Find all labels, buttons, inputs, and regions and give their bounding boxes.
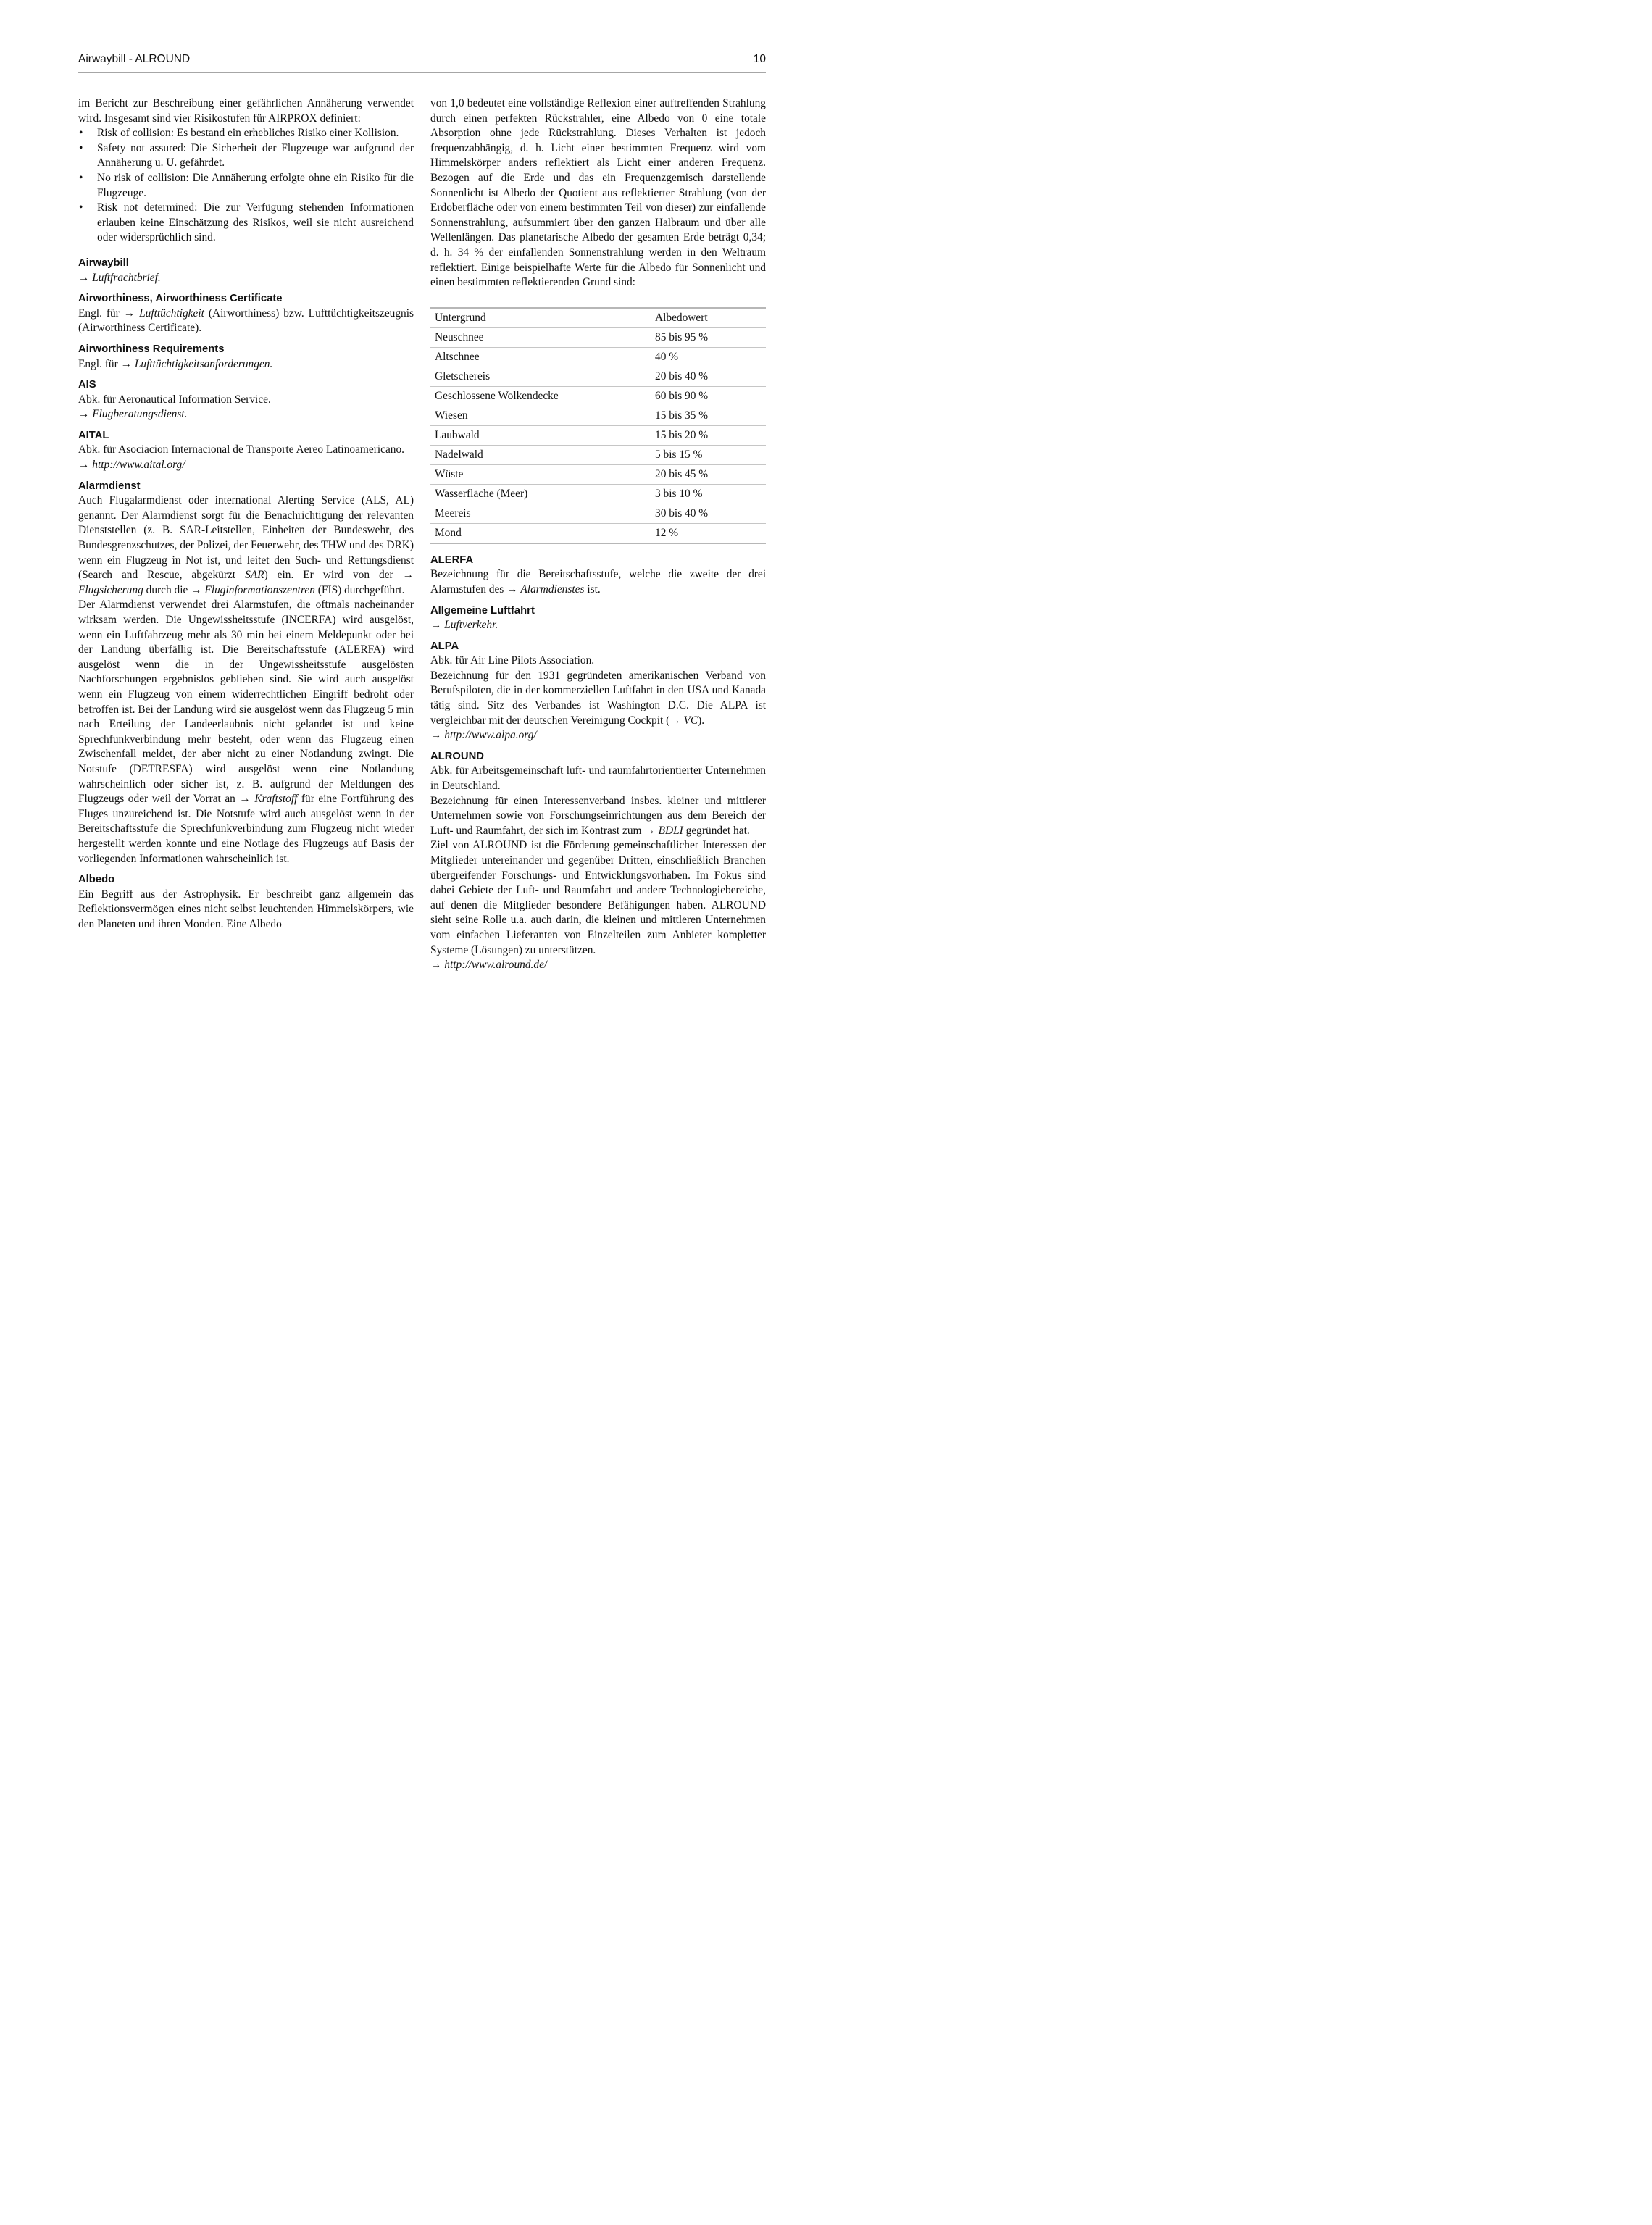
cross-reference-link[interactable]: Alarmdienstes — [520, 583, 585, 596]
table-cell: Geschlossene Wolkendecke — [430, 386, 651, 406]
table-cell: 15 bis 20 % — [651, 425, 766, 445]
cross-reference-link[interactable]: Lufttüchtigkeitsanforderungen. — [134, 357, 273, 370]
entry-text: Engl. für → Lufttüchtigkeitsanforderungen. — [78, 357, 273, 370]
running-title: Airwaybill - ALROUND — [78, 53, 191, 65]
table-cell: Gletschereis — [430, 367, 651, 386]
arrow-icon: → — [239, 793, 251, 806]
cross-reference-link[interactable]: Flugberatungsdienst. — [92, 408, 188, 421]
table-cell: Altschnee — [430, 347, 651, 367]
entry-text: Abk. für Aeronautical Information Service. — [78, 393, 271, 406]
arrow-icon: → — [506, 583, 518, 596]
cross-reference-link[interactable]: VC — [683, 714, 698, 727]
table-row — [430, 327, 766, 347]
table-cell: 15 bis 35 % — [651, 406, 766, 425]
table-row — [430, 464, 766, 484]
entry-reference — [78, 407, 414, 422]
entry-reference — [430, 618, 766, 633]
arrow-icon: → — [123, 306, 135, 320]
arrow-icon: → — [430, 619, 442, 632]
cross-reference-link[interactable]: Luftverkehr. — [444, 619, 498, 632]
header-rule — [78, 72, 766, 73]
entry-reference — [78, 271, 414, 286]
entry-text: Bezeichnung für einen Interessenverband insbes. kleiner und mittlerer Unternehmen sowie von Forschungseinrichtungen aus dem Bereich der Luft- und Raumfahrt, der sich im Kontrast zum → BDLI gegründet hat. — [430, 794, 766, 837]
entry-text: Engl. für → Lufttüchtigkeit (Airworthiness) bzw. Lufttüchtigkeitszeugnis (Airworthiness Certificate). — [78, 306, 414, 335]
right-column — [430, 96, 766, 973]
entry-text: Abk. für Arbeitsgemeinschaft luft- und raumfahrtorientierter Unternehmen in Deutschland. — [430, 764, 766, 793]
airprox-intro: im Bericht zur Beschreibung einer gefährlichen Annäherung verwendet wird. Insgesamt sind vier Risikostufen für AIRPROX definiert: — [78, 97, 414, 125]
table-row — [430, 386, 766, 406]
arrow-icon: → — [78, 459, 90, 472]
arrow-icon: → — [78, 271, 90, 284]
table-cell: Meereis — [430, 504, 651, 523]
running-header — [78, 52, 766, 67]
bullet-label: No risk of collision — [97, 171, 186, 184]
arrow-icon: → — [191, 583, 202, 596]
entry-text: Der Alarmdienst verwendet drei Alarmstufen, die oftmals nacheinander wirksam werden. Die Ungewissheitsstufe (INCERFA) wird ausgelöst, wenn ein Luftfahrzeug mehr als 30 min bei einem Meldepunkt oder bei der Landung überfällig ist. Die Bereitschaftsstufe (ALERFA) wird ausgelöst wenn die in der Ungewissheitsstufe ausgelösten Nachforschungen ergebnislos geblieben sind. Sie wird auch ausgelöst wenn ein Flugzeug von einem widerrechtlichen Eingriff bedroht oder betroffen ist. Bei der Landung wird sie ausgelöst wenn das Flugzeug 5 min nach Erteilung der Landeerlaubnis nicht gelandet ist und keine Sprechfunkverbindung mehr besteht, oder wenn das Flugzeug einen Zwischenfall meldet, der aber nicht zu einer Notlandung zwingt. Die Notstufe (DETRESFA) wird ausgelöst wenn eine Notlandung wahrscheinlich oder sicher ist, z. B. aufgrund der Meldungen des Flugzeugs oder weil der Vorrat an → Kraftstoff für eine Fortführung des Fluges unzureichend ist. Die Notstufe wird auch ausgelöst wenn in der Bereitschaftsstufe die Sprechfunkverbindung zum Flugzeug nicht wieder hergestellt werden konnte und eine Notlage des Flugzeugs auf Basis der vorliegenden Informationen wahrscheinlich ist. — [78, 598, 414, 865]
entry-term-airworthiness: Airworthiness, Airworthiness Certificate — [78, 293, 283, 305]
cross-reference-link[interactable]: Fluginformationszentren — [204, 583, 315, 596]
table-cell: 20 bis 40 % — [651, 367, 766, 386]
entry-text: Bezeichnung für die Bereitschaftsstufe, welche die zweite der drei Alarmstufen des → Alarmdienstes ist. — [430, 568, 766, 596]
arrow-icon: → — [644, 824, 656, 837]
table-cell: Neuschnee — [430, 327, 651, 347]
table-cell: 12 % — [655, 526, 679, 539]
list-item: • Risk of collision: Es bestand ein erhebliches Risiko einer Kollision. — [78, 126, 414, 141]
table-cell: Wüste — [430, 464, 651, 484]
entry-text: Bezeichnung für den 1931 gegründeten amerikanischen Verband von Berufspiloten, die in der kommerziellen Luftfahrt in den USA und Kanada tätig sind. Sitz des Verbandes ist Washington D.C. Die ALPA ist vergleichbar mit der deutschen Vereinigung Cockpit (→ VC). — [430, 669, 766, 727]
table-row — [430, 367, 766, 386]
entry-text: Abk. für Air Line Pilots Association. — [430, 654, 595, 667]
entry-term-allgemeine-luftfahrt: Allgemeine Luftfahrt — [430, 604, 535, 617]
table-row — [430, 347, 766, 367]
entry-text: Abk. für Asociacion Internacional de Transporte Aereo Latinoamericano. — [78, 443, 405, 456]
table-cell: 60 bis 90 % — [651, 386, 766, 406]
entry-term-airworthiness-requirements: Airworthiness Requirements — [78, 343, 225, 355]
entry-reference — [430, 958, 766, 973]
entry-term-albedo: Albedo — [78, 874, 115, 886]
table-cell: Wiesen — [430, 406, 651, 425]
albedo-continuation: von 1,0 bedeutet eine vollständige Reflexion einer auftreffenden Strahlung durch einen perfekten Rückstrahler, eine Albedo von 0 eine totale Absorption ohne jede Rückstrahlung. Dieses Verhalten ist jedoch frequenzabhängig, d. h. Licht einer bestimmten Frequenz wird vom Himmelskörper anders reflektiert als Licht einer anderen Frequenz. Bezogen auf die Erde und das ein Frequenzgemisch darstellende Sonnenlicht ist Albedo der Quotient aus reflektierter Strahlung (von der Erdoberfläche oder von einem bestimmten Teil von dieser) zur einfallende Sonnenstrahlung, aufsummiert über den ganzen Halbraum und über alle Wellenlängen. Das planetarische Albedo der gesamten Erde beträgt 0,34; d. h. 34 % der einfallenden Sonnenstrahlung werden in den Weltraum reflektiert. Einige beispielhafte Werte für die Albedo für Sonnenlicht und einen bestimmten reflektierenden Grund sind: — [430, 97, 766, 289]
list-item: • No risk of collision: Die Annäherung erfolgte ohne ein Risiko für die Flugzeuge. — [78, 171, 414, 201]
table-cell: 3 bis 10 % — [651, 484, 766, 504]
arrow-icon: → — [78, 408, 90, 421]
albedo-table-body — [430, 308, 766, 543]
table-row — [430, 523, 766, 543]
entry-reference — [430, 728, 766, 743]
arrow-icon: → — [120, 357, 132, 370]
entry-term-airwaybill: Airwaybill — [78, 256, 129, 269]
entry-term-alerfa: ALERFA — [430, 554, 474, 566]
entry-term-ais: AIS — [78, 379, 96, 391]
arrow-icon: → — [430, 729, 442, 742]
url-link[interactable]: http://www.alround.de/ — [444, 959, 548, 972]
table-row — [430, 445, 766, 464]
left-column — [78, 96, 414, 932]
cross-reference-link[interactable]: BDLI — [658, 824, 683, 837]
bullet-label: Risk not determined — [97, 201, 195, 214]
table-row — [430, 406, 766, 425]
cross-reference-link[interactable]: Lufttüchtigkeit — [139, 306, 204, 320]
arrow-icon: → — [430, 959, 442, 972]
bullet-label: Safety not assured — [97, 141, 183, 154]
url-link[interactable]: http://www.aital.org/ — [92, 459, 185, 472]
cross-reference-link[interactable]: Flugsicherung — [78, 583, 143, 596]
entry-text: Ziel von ALROUND ist die Förderung gemeinschaftlicher Interessen der Mitglieder untereinander und gegenüber Dritten, einschließlich Branchen übergreifender Forschungs- und Entwicklungsvorhaben. Im Fokus sind dabei Gebiete der Luft- und Raumfahrt und andere Technologiebereiche, auf denen die Mitglieder besondere Befähigungen haben. ALROUND sieht seine Rolle u.a. auch darin, die kleinen und mittleren Unternehmen vom einfachen Lieferanten von Einzelteilen zum Anbieter kompletter Systeme (Lösungen) zu unterstützen. — [430, 839, 766, 956]
albedo-table — [430, 307, 766, 544]
table-header-cell: Albedowert — [651, 308, 766, 328]
table-row — [430, 425, 766, 445]
table-cell: Wasserfläche (Meer) — [430, 484, 651, 504]
table-cell: 40 % — [651, 347, 766, 367]
page-number: 10 — [753, 53, 766, 65]
table-cell: 20 bis 45 % — [651, 464, 766, 484]
risk-level-list — [78, 126, 414, 246]
list-item: • Safety not assured: Die Sicherheit der Flugzeuge war aufgrund der Annäherung u. U. gefährdet. — [78, 141, 414, 171]
entry-term-alround: ALROUND — [430, 750, 484, 762]
cross-reference-link[interactable]: Luftfrachtbrief. — [92, 271, 161, 284]
table-header-row — [430, 308, 766, 328]
table-cell: Laubwald — [430, 425, 651, 445]
table-cell: Nadelwald — [430, 445, 651, 464]
table-cell: 30 bis 40 % — [651, 504, 766, 523]
url-link[interactable]: http://www.alpa.org/ — [444, 729, 537, 742]
entry-reference — [78, 458, 414, 473]
arrow-icon: → — [402, 569, 414, 582]
arrow-icon: → — [669, 714, 681, 727]
table-cell: 5 bis 15 % — [651, 445, 766, 464]
bullet-label: Risk of collision — [97, 127, 171, 140]
entry-text: Ein Begriff aus der Astrophysik. Er beschreibt ganz allgemein das Reflektionsvermögen eines nicht selbst leuchtenden Himmelskörpers, wie den Planeten und ihren Monden. Eine Albedo — [78, 888, 414, 930]
table-row — [430, 504, 766, 523]
entry-term-alpa: ALPA — [430, 640, 459, 652]
document-page — [0, 0, 830, 1113]
entry-term-alarmdienst: Alarmdienst — [78, 480, 141, 492]
entry-text: Auch Flugalarmdienst oder international Alerting Service (ALS, AL) genannt. Der Alarmdienst sorgt für die Benachrichtigung der relevanten Dienststellen (z. B. SAR-Leitstellen, Einheiten der Bundeswehr, des Bundesgrenzschutzes, der Polizei, der Feuerwehr, des THW und des DRK) wenn ein Flugzeug in Not ist, und leitet den Such- und Rettungsdienst (Search and Rescue, abgekürzt SAR) ein. Er wird von der → Flugsicherung durch die → Fluginformationszentren (FIS) durchgeführt. — [78, 494, 414, 596]
cross-reference-link[interactable]: Kraftstoff — [254, 793, 298, 806]
list-item: • Risk not determined: Die zur Verfügung stehenden Informationen erlauben keine Einschätzung des Risikos, weil sie nicht ausreichend oder widersprüchlich sind. — [78, 201, 414, 246]
table-row — [430, 484, 766, 504]
table-header-cell: Untergrund — [430, 308, 651, 328]
entry-term-aital: AITAL — [78, 429, 109, 441]
table-cell: 85 bis 95 % — [651, 327, 766, 347]
table-cell: Mond — [435, 526, 462, 539]
